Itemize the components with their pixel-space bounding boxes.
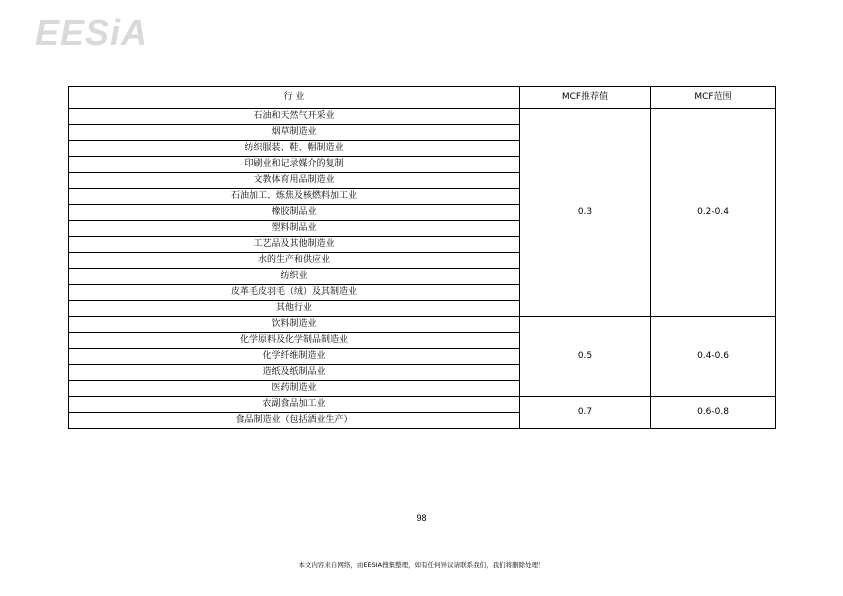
industry-cell: 纺织服装、鞋、帽制造业 xyxy=(69,141,520,157)
table-row xyxy=(69,317,776,333)
eesia-logo: EESiA xyxy=(35,12,149,53)
mcf-recommended-cell: 0.5 xyxy=(520,317,651,397)
industry-cell: 文教体育用品制造业 xyxy=(69,173,520,189)
footer-note: 本文内容来自网络，由EESIA搜集整理，如有任何异议请联系我们，我们将删除处理！ xyxy=(298,561,545,569)
industry-cell: 石油加工、炼焦及核燃料加工业 xyxy=(69,189,520,205)
table-row xyxy=(69,397,776,413)
industry-cell: 纺织业 xyxy=(69,269,520,285)
table-header-row xyxy=(69,87,776,109)
industry-cell: 医药制造业 xyxy=(69,381,520,397)
industry-cell: 皮革毛皮羽毛（绒）及其制造业 xyxy=(69,285,520,301)
industry-cell: 食品制造业（包括酒业生产） xyxy=(69,413,520,429)
industry-cell: 农副食品加工业 xyxy=(69,397,520,413)
industry-cell: 石油和天然气开采业 xyxy=(69,109,520,125)
header-industry: 行 业 xyxy=(69,87,520,109)
industry-cell: 其他行业 xyxy=(69,301,520,317)
table-row xyxy=(69,109,776,125)
page-number: 98 xyxy=(416,513,427,523)
industry-cell: 饮料制造业 xyxy=(69,317,520,333)
mcf-recommended-cell: 0.3 xyxy=(520,109,651,317)
industry-cell: 橡胶制品业 xyxy=(69,205,520,221)
mcf-range-cell: 0.4-0.6 xyxy=(651,317,776,397)
table-body xyxy=(69,109,776,429)
header-mcf-recommended: MCF推荐值 xyxy=(520,87,651,109)
industry-cell: 水的生产和供应业 xyxy=(69,253,520,269)
industry-cell: 化学纤维制造业 xyxy=(69,349,520,365)
mcf-range-cell: 0.6-0.8 xyxy=(651,397,776,429)
mcf-recommended-cell: 0.7 xyxy=(520,397,651,429)
mcf-range-cell: 0.2-0.4 xyxy=(651,109,776,317)
industry-cell: 塑料制品业 xyxy=(69,221,520,237)
industry-cell: 印刷业和记录媒介的复制 xyxy=(69,157,520,173)
industry-cell: 造纸及纸制品业 xyxy=(69,365,520,381)
industry-cell: 化学原料及化学制品制造业 xyxy=(69,333,520,349)
industry-cell: 工艺品及其他制造业 xyxy=(69,237,520,253)
industry-cell: 烟草制造业 xyxy=(69,125,520,141)
header-mcf-range: MCF范围 xyxy=(651,87,776,109)
mcf-table xyxy=(68,86,776,429)
